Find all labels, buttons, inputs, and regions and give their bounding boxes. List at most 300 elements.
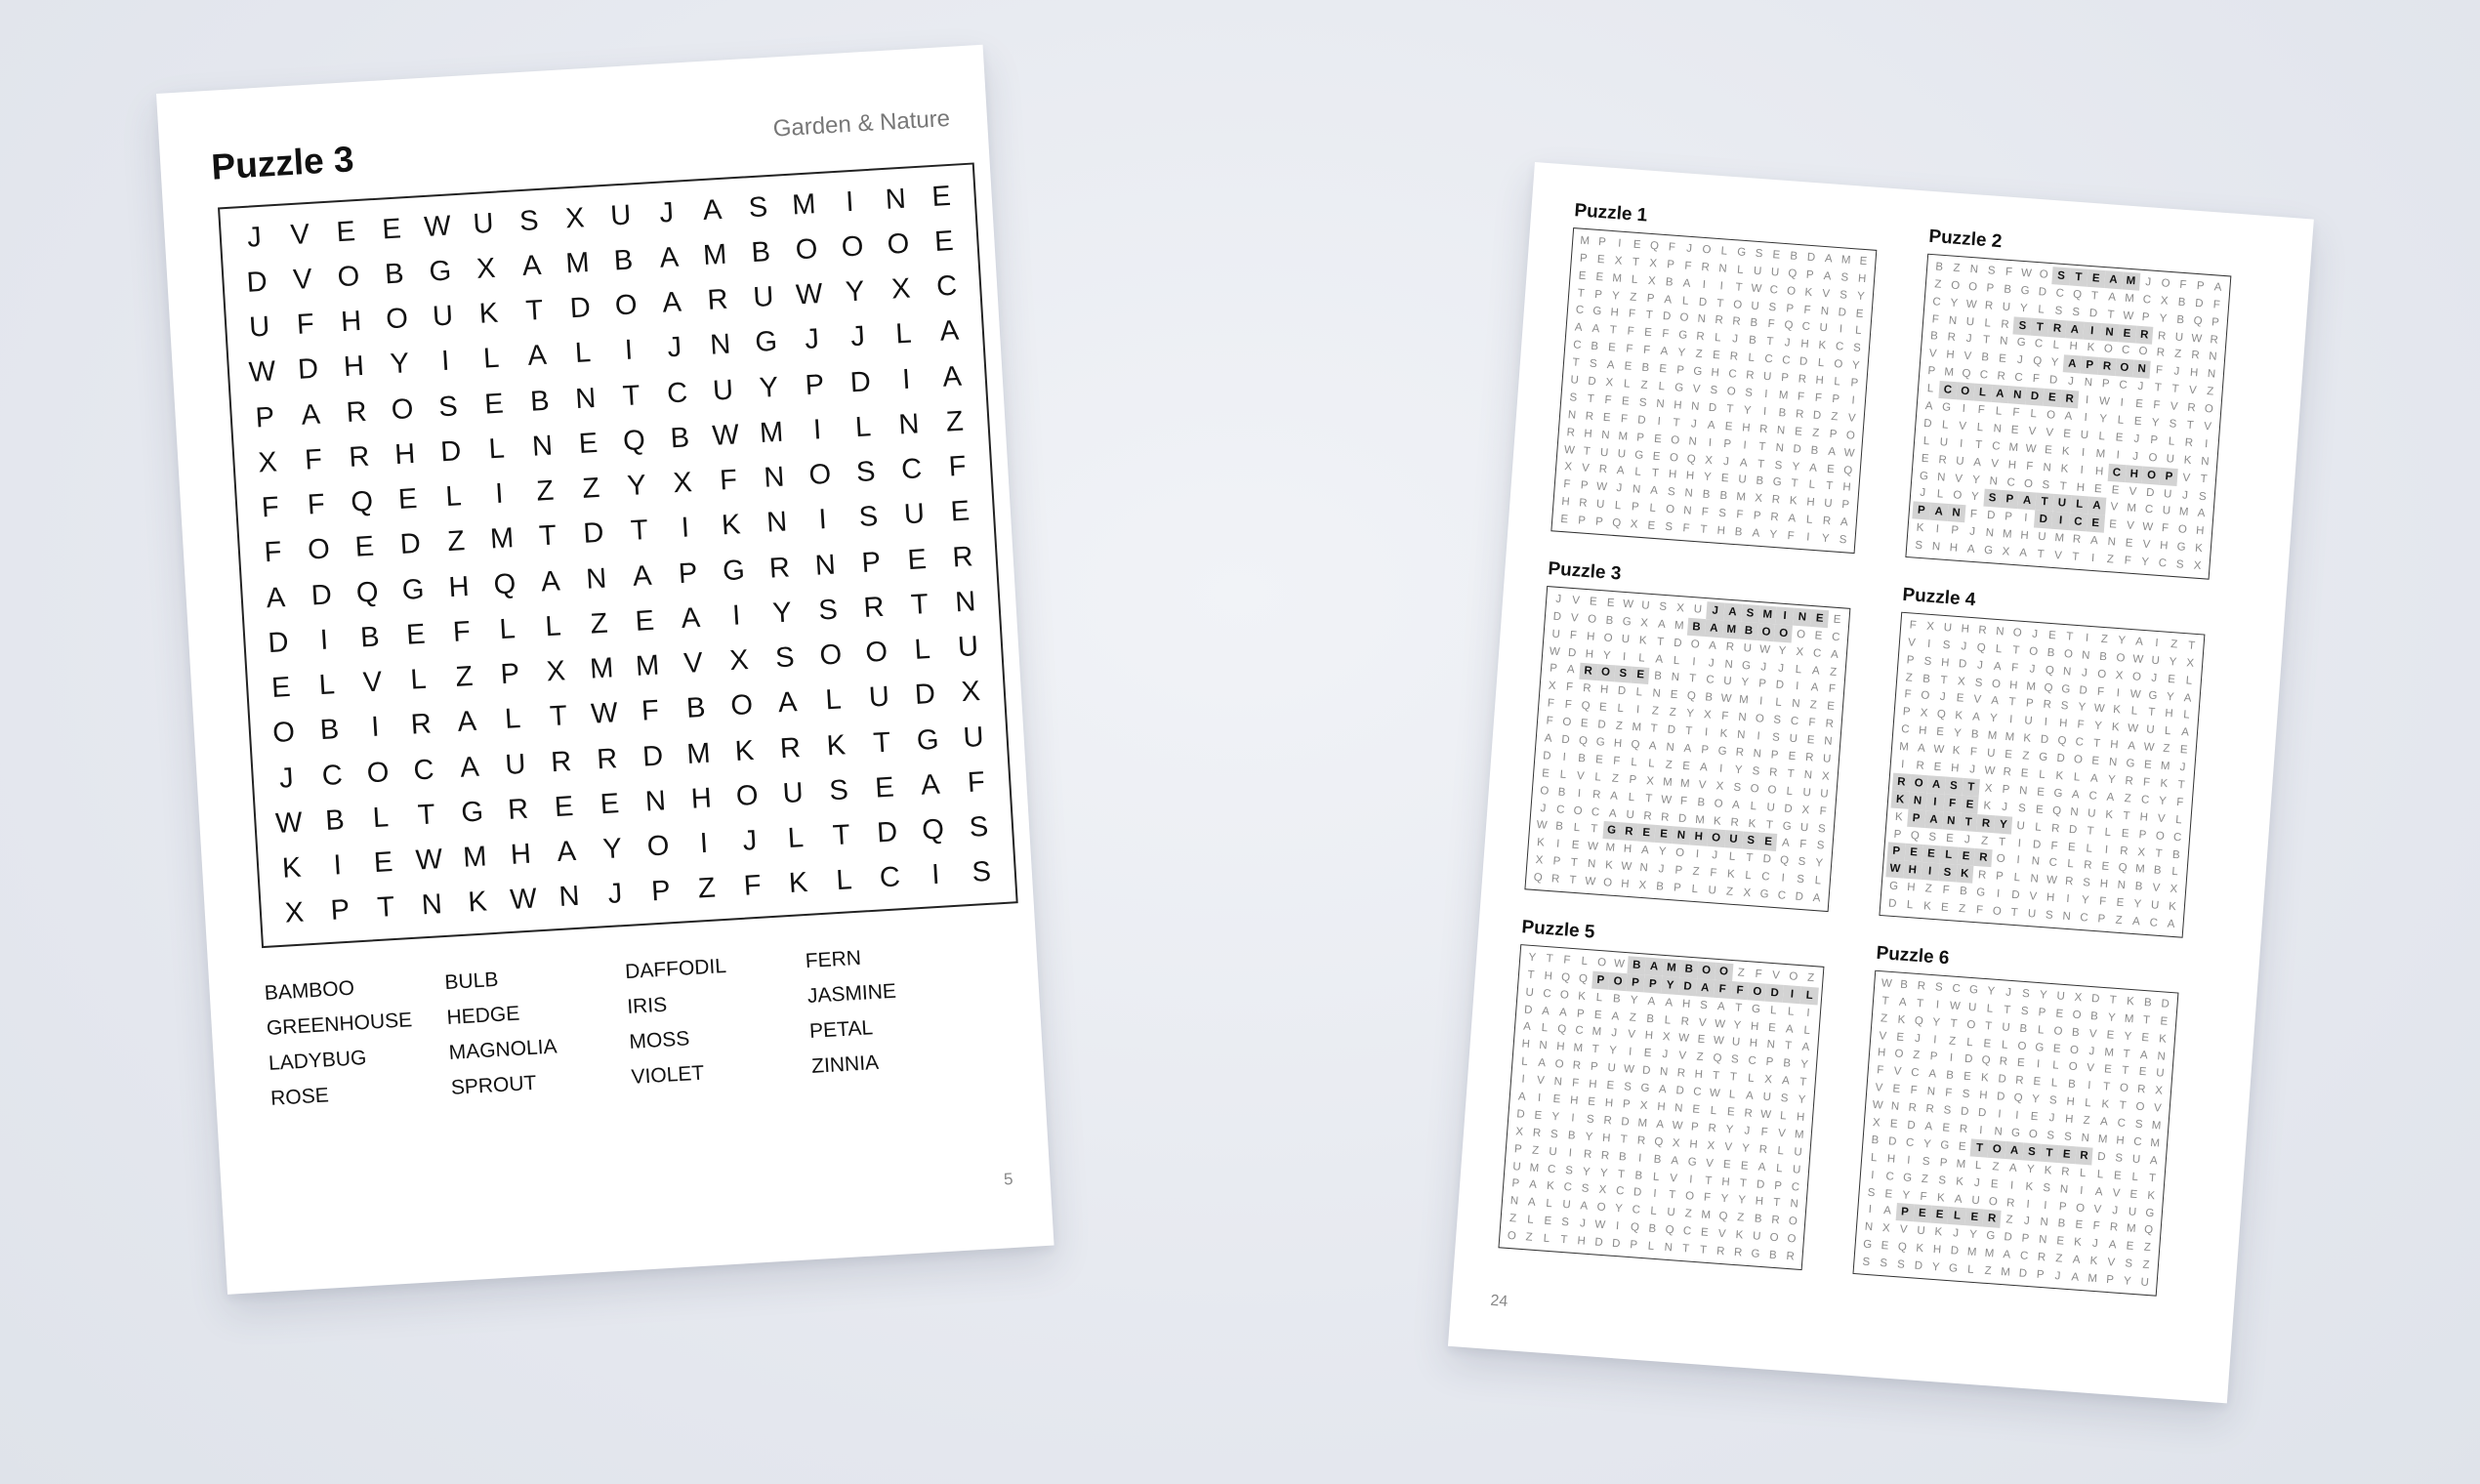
mini-grid-letter: B [1719, 490, 1728, 503]
mini-grid-letter: X [1662, 1031, 1671, 1044]
mini-grid-letter: L [1633, 466, 1642, 479]
grid-letter: O [864, 636, 889, 670]
mini-grid-letter: I [2017, 837, 2022, 849]
mini-grid-letter: S [1840, 271, 1849, 284]
mini-grid-letter: Y [2098, 413, 2108, 426]
mini-grid-letter: G [1888, 880, 1899, 893]
mini-grid-letter: A [1757, 1161, 1766, 1174]
mini-grid-letter: E [1884, 1187, 1893, 1201]
mini-grid-letter: T [2090, 289, 2099, 303]
mini-grid-letter: O [1602, 877, 1613, 889]
grid-letter: D [641, 740, 665, 773]
mini-grid-letter: X [1639, 617, 1649, 630]
mini-grid-letter: U [1707, 885, 1717, 897]
mini-grid-letter: Y [2123, 1275, 2132, 1288]
mini-grid-letter: C [1885, 1170, 1895, 1183]
mini-grid-letter: H [1749, 1037, 1758, 1051]
grid-letter: I [494, 477, 505, 511]
mini-grid-letter: W [1714, 1017, 1726, 1031]
mini-grid-letter: V [2086, 1062, 2095, 1075]
mini-grid-letter: B [1934, 261, 1944, 273]
mini-grid-letter: N [2062, 665, 2072, 679]
mini-grid-letter: U [2052, 494, 2071, 513]
mini-grid-letter: L [1649, 1205, 1658, 1218]
mini-grid-letter: Y [2158, 795, 2168, 807]
mini-grid-letter: W [1595, 480, 1608, 494]
mini-grid-letter: L [2084, 1097, 2092, 1110]
mini-grid-letter: X [1514, 1125, 1524, 1138]
mini-grid-letter: Y [2031, 1093, 2041, 1106]
mini-grid-letter: Q [1712, 1052, 1722, 1065]
grid-letter: M [702, 238, 728, 271]
mini-grid-letter: D [2055, 752, 2066, 765]
mini-grid-letter: Y [2050, 356, 2059, 370]
mini-grid-letter: R [1600, 1149, 1610, 1162]
mini-grid-letter: S [2017, 802, 2027, 815]
mini-grid-letter: K [1638, 634, 1648, 647]
mini-grid-letter: B [1756, 474, 1764, 488]
grid-letter: H [393, 437, 417, 472]
mini-grid-letter: K [1577, 990, 1587, 1003]
mini-grid-letter: N [1791, 698, 1800, 711]
mini-grid-letter: M [2005, 731, 2015, 744]
mini-grid-letter: S [1772, 714, 1782, 727]
mini-grid-letter: X [2115, 669, 2124, 682]
mini-grid-letter: K [2159, 777, 2169, 791]
mini-grid-letter: H [1644, 1030, 1654, 1043]
word-list-item: GREENHOUSE [266, 1009, 413, 1040]
mini-grid-letter: S [2114, 1152, 2124, 1165]
mini-grid-letter: A [2003, 1249, 2011, 1261]
mini-grid-letter: E [1580, 718, 1589, 730]
mini-grid-letter: E [1654, 825, 1673, 844]
mini-grid-letter: X [2185, 657, 2195, 670]
mini-grid-letter: E [2052, 1042, 2061, 1055]
mini-puzzle-grid [1498, 944, 1824, 1270]
mini-grid-letter: E [1633, 238, 1641, 252]
mini-grid-letter: H [2125, 465, 2143, 483]
mini-grid-letter: B [1970, 728, 1979, 742]
grid-letter: U [868, 680, 890, 715]
mini-grid-letter: X [1605, 376, 1614, 390]
mini-grid-letter: D [2010, 888, 2020, 902]
mini-grid-letter: T [2109, 994, 2118, 1007]
grid-letter: V [289, 218, 310, 251]
mini-grid-letter: K [2111, 721, 2120, 734]
mini-grid-letter: X [1984, 782, 1993, 795]
mini-grid-letter: D [1593, 1236, 1604, 1250]
grid-letter: F [719, 464, 738, 497]
mini-grid-letter: J [1743, 1125, 1751, 1137]
word-list-item: ZINNIA [810, 1051, 880, 1078]
mini-grid-letter: I [1521, 1073, 1526, 1086]
mini-grid-letter: T [2035, 493, 2053, 512]
mini-grid-letter: Z [1736, 1212, 1745, 1224]
mini-grid-letter: N [1664, 1241, 1674, 1255]
mini-grid-letter: B [1929, 330, 1939, 344]
mini-grid-letter: T [2171, 383, 2179, 396]
mini-grid-letter: T [2186, 419, 2195, 433]
mini-grid-letter: Q [1611, 516, 1622, 530]
mini-grid-letter: A [1801, 1041, 1810, 1054]
grid-letter: L [371, 802, 390, 834]
mini-grid-letter: N [1632, 483, 1641, 497]
mini-grid-letter: E [2016, 1057, 2025, 1070]
grid-letter: U [903, 498, 926, 531]
mini-grid-letter: B [1653, 670, 1663, 683]
mini-grid-letter: Q [1981, 1054, 1991, 1068]
mini-grid-letter: E [1826, 700, 1836, 714]
mini-grid-letter: L [1986, 1003, 1994, 1015]
mini-grid-letter: F [1679, 795, 1688, 807]
mini-grid-letter: A [1664, 293, 1673, 307]
mini-grid-letter: I [1959, 437, 1963, 450]
mini-grid-letter: D [2032, 838, 2042, 851]
mini-grid-letter: D [2096, 1150, 2106, 1164]
mini-grid-letter: G [1941, 401, 1952, 414]
grid-letter: T [832, 819, 851, 852]
mini-grid-letter: H [1620, 878, 1630, 891]
mini-puzzle-title: Puzzle 6 [1875, 942, 1951, 969]
mini-grid-letter: L [2013, 872, 2021, 885]
grid-letter: D [913, 679, 936, 712]
mini-grid-letter: G [2144, 1207, 2155, 1219]
mini-grid-letter: O [1988, 1195, 1999, 1209]
grid-letter: A [941, 360, 963, 393]
mini-grid-letter: R [1715, 1245, 1725, 1258]
mini-grid-letter: C [2055, 287, 2065, 300]
mini-grid-letter: J [1965, 333, 1972, 346]
mini-grid-letter: D [1887, 897, 1897, 911]
mini-grid-letter: P [1902, 706, 1911, 720]
mini-grid-letter: E [2126, 1240, 2134, 1254]
mini-grid-letter: L [1984, 316, 1992, 330]
mini-grid-letter: N [2157, 1050, 2167, 1063]
mini-grid-letter: Y [1725, 1123, 1734, 1136]
mini-grid-letter: L [1630, 756, 1638, 769]
mini-grid-letter: A [1839, 516, 1849, 529]
mini-grid-letter: E [1621, 395, 1631, 408]
mini-grid-letter: Y [1799, 1058, 1809, 1072]
mini-grid-letter: R [2000, 318, 2010, 331]
mini-grid-letter: D [1958, 657, 1967, 671]
mini-grid-letter: P [1591, 970, 1610, 989]
mini-grid-letter: Q [2056, 735, 2067, 748]
mini-grid-letter: L [1779, 1110, 1787, 1123]
mini-grid-letter: L [1635, 686, 1643, 699]
mini-grid-letter: I [1757, 730, 1761, 743]
grid-letter: O [645, 830, 671, 863]
mini-grid-letter: W [2025, 442, 2037, 456]
mini-grid-letter: R [2075, 1146, 2093, 1165]
mini-grid-letter: Y [1821, 532, 1830, 546]
grid-letter: P [254, 401, 275, 434]
mini-grid-letter: T [2008, 696, 2016, 709]
mini-grid-letter: C [1572, 339, 1582, 352]
mini-grid-letter: C [1791, 1180, 1800, 1194]
mini-grid-letter: F [2077, 719, 2085, 732]
mini-grid-letter: F [1819, 804, 1828, 818]
mini-grid-letter: W [1549, 645, 1561, 658]
mini-grid-letter: K [2073, 1236, 2083, 1250]
mini-grid-letter: N [2207, 368, 2216, 381]
mini-grid-letter: F [2005, 266, 2013, 279]
mini-puzzle-title: Puzzle 4 [1901, 584, 1977, 611]
mini-grid-letter: I [1635, 704, 1640, 717]
mini-grid-letter: Q [1936, 709, 1947, 721]
mini-grid-letter: U [1789, 732, 1798, 746]
grid-letter: T [872, 726, 892, 760]
mini-grid-letter: H [2094, 465, 2104, 478]
grid-letter: L [835, 864, 853, 897]
mini-grid-letter: W [2122, 309, 2134, 323]
mini-grid-letter: B [1778, 406, 1787, 420]
mini-grid-letter: V [1875, 1082, 1883, 1094]
mini-grid-letter: L [2038, 768, 2046, 781]
mini-grid-letter: J [1968, 525, 1976, 539]
mini-grid-letter: C [2013, 371, 2024, 385]
mini-grid-letter: P [2138, 828, 2147, 842]
mini-grid-letter: P [1513, 1142, 1523, 1156]
mini-grid-letter: P [1785, 302, 1795, 315]
mini-grid-letter: Y [1931, 1015, 1941, 1029]
mini-grid-letter: N [2043, 461, 2052, 474]
mini-grid-letter: C [1747, 1054, 1757, 1068]
mini-grid-letter: I [2083, 321, 2101, 340]
mini-grid-letter: T [1668, 1189, 1676, 1202]
mini-grid-letter: Y [1931, 1260, 1940, 1274]
mini-grid-letter: B [1768, 1249, 1778, 1262]
mini-grid-letter: Y [1968, 1228, 1978, 1242]
mini-grid-letter: S [1867, 1186, 1876, 1199]
page-number: 5 [1003, 1169, 1014, 1189]
mini-grid-letter: C [1931, 295, 1942, 309]
grid-letter: P [677, 556, 699, 590]
mini-grid-letter: S [2042, 478, 2050, 491]
mini-grid-letter: P [2036, 1268, 2045, 1282]
mini-grid-letter: U [2087, 807, 2096, 820]
mini-grid-letter: L [1948, 1207, 1966, 1225]
mini-grid-letter: E [2093, 482, 2103, 495]
mini-grid-letter: N [1993, 423, 2003, 435]
mini-grid-letter: B [1782, 1057, 1792, 1070]
mini-grid-letter: K [1713, 814, 1722, 828]
grid-letter: E [381, 213, 402, 246]
mini-grid-letter: F [2161, 522, 2170, 535]
mini-grid-letter: E [2103, 1063, 2113, 1077]
mini-grid-letter: B [2175, 313, 2185, 326]
mini-grid-letter: V [2028, 890, 2038, 903]
mini-grid-letter: L [1774, 696, 1783, 710]
mini-grid-letter: U [1802, 786, 1812, 800]
mini-grid-letter: I [1795, 680, 1799, 693]
mini-grid-letter: L [2170, 866, 2179, 879]
mini-grid-letter: W [1965, 298, 1978, 311]
grid-letter: C [935, 269, 959, 304]
mini-grid-letter: V [1990, 457, 2000, 471]
grid-letter: D [582, 517, 605, 551]
mini-grid-letter: E [1961, 796, 1979, 814]
mini-grid-letter: Y [1970, 491, 1979, 504]
mini-grid-letter: I [1932, 1033, 1937, 1047]
mini-grid-letter: E [2043, 389, 2061, 407]
mini-grid-letter: T [1587, 392, 1595, 405]
mini-grid-letter: X [1598, 1184, 1607, 1197]
grid-letter: T [376, 891, 396, 925]
mini-grid-letter: P [1593, 288, 1603, 301]
mini-grid-letter: O [1992, 905, 2003, 919]
mini-grid-letter: Y [1950, 297, 1959, 309]
mini-grid-letter: O [2073, 754, 2084, 766]
grid-letter: R [409, 708, 433, 742]
mini-grid-letter: T [1568, 874, 1577, 887]
mini-grid-letter: N [2018, 784, 2028, 798]
grid-letter: P [499, 658, 521, 691]
mini-grid-letter: K [2087, 342, 2095, 354]
mini-grid-letter: L [1658, 380, 1666, 393]
mini-grid-letter: I [2081, 446, 2086, 459]
grid-letter: F [261, 491, 280, 524]
mini-grid-letter: A [2008, 1162, 2018, 1175]
grid-letter: H [343, 350, 365, 384]
mini-grid-letter: U [1752, 1230, 1761, 1244]
mini-grid-letter: W [1613, 958, 1626, 970]
mini-grid-letter: R [1676, 1067, 1686, 1080]
mini-grid-letter: K [1983, 800, 1992, 812]
mini-grid-letter: L [1673, 654, 1680, 667]
mini-grid-letter: K [1748, 817, 1757, 830]
mini-grid-letter: J [1731, 333, 1739, 347]
mini-grid-letter: T [1699, 1244, 1708, 1257]
mini-grid-letter: C [1632, 1204, 1641, 1217]
mini-grid-letter: D [1633, 1186, 1642, 1200]
mini-grid-letter: L [1795, 663, 1802, 676]
mini-grid-letter: L [2086, 842, 2093, 855]
mini-grid-letter: O [1603, 632, 1613, 644]
mini-grid-letter: O [1988, 1140, 2006, 1159]
grid-letter: C [412, 753, 435, 787]
mini-grid-letter: N [1947, 504, 1965, 522]
mini-grid-letter: A [2108, 1239, 2117, 1252]
mini-grid-letter: A [1649, 484, 1659, 498]
mini-grid-letter: S [1768, 301, 1777, 314]
mini-grid-letter: X [2154, 1085, 2164, 1097]
mini-grid-letter: T [1651, 468, 1660, 480]
mini-grid-letter: D [1523, 1004, 1533, 1016]
mini-grid-letter: R [2097, 357, 2116, 376]
mini-grid-letter: Z [1958, 902, 1966, 916]
mini-grid-letter: L [1614, 500, 1622, 513]
mini-grid-letter: I [1996, 887, 2001, 901]
grid-letter: L [487, 433, 506, 466]
mini-grid-letter: T [1791, 477, 1798, 491]
mini-grid-letter: N [2208, 350, 2217, 364]
mini-grid-letter: I [1805, 531, 1810, 544]
mini-grid-letter: O [1956, 382, 1974, 400]
mini-grid-letter: D [2048, 374, 2058, 388]
mini-grid-letter: V [2088, 1027, 2097, 1041]
mini-grid-letter: E [2030, 1110, 2039, 1124]
mini-grid-letter: R [1822, 515, 1832, 528]
mini-grid-letter: N [1684, 487, 1694, 501]
mini-grid-letter: O [2161, 277, 2170, 290]
mini-grid-letter: T [1881, 995, 1889, 1008]
mini-grid-letter: T [2148, 1172, 2157, 1185]
mini-grid-letter: U [1762, 1091, 1772, 1104]
mini-grid-letter: E [2133, 415, 2142, 429]
grid-letter: F [641, 694, 660, 727]
mini-grid-letter: N [1652, 687, 1662, 701]
mini-grid-letter: N [1724, 658, 1734, 671]
mini-grid-letter: R [1642, 809, 1653, 823]
grid-letter: Q [492, 567, 517, 600]
mini-grid-letter: F [1944, 1087, 1953, 1100]
grid-letter: Q [921, 813, 945, 846]
mini-grid-letter: S [1817, 822, 1827, 836]
mini-grid-letter: V [1627, 1028, 1636, 1042]
mini-grid-letter: Z [2142, 1258, 2150, 1272]
grid-letter: Q [622, 424, 646, 458]
mini-grid-letter: E [1643, 327, 1653, 340]
mini-grid-letter: H [1673, 398, 1682, 412]
grid-letter: F [967, 765, 986, 799]
mini-grid-letter: H [2069, 341, 2079, 353]
mini-puzzle-grid [1524, 586, 1850, 912]
mini-grid-letter: L [1526, 1214, 1535, 1226]
grid-letter: A [661, 286, 682, 319]
mini-grid-letter: R [1735, 746, 1745, 760]
mini-grid-letter: S [1742, 832, 1760, 850]
mini-grid-letter: J [2179, 762, 2186, 774]
grid-letter: F [263, 536, 283, 569]
mini-grid-letter: B [1567, 1129, 1576, 1142]
mini-grid-letter: B [2003, 283, 2012, 296]
mini-grid-letter: I [1562, 751, 1567, 763]
mini-grid-letter: J [1976, 659, 1984, 672]
mini-grid-letter: Z [1948, 1035, 1957, 1048]
grid-letter: P [329, 894, 351, 928]
mini-grid-letter: Q [1718, 1210, 1728, 1223]
mini-grid-letter: Z [1984, 1264, 1993, 1278]
mini-grid-letter: R [2048, 319, 2067, 338]
mini-grid-letter: M [1758, 605, 1777, 624]
mini-grid-letter: W [2143, 741, 2155, 755]
mini-grid-letter: L [1691, 883, 1699, 896]
mini-grid-letter: Y [2078, 701, 2087, 715]
mini-grid-letter: R [1598, 464, 1608, 476]
mini-grid-letter: A [2167, 918, 2175, 931]
mini-grid-letter: E [1712, 350, 1721, 362]
mini-puzzle-4 [1879, 585, 2211, 938]
mini-grid-letter: A [1574, 321, 1583, 335]
mini-grid-letter: N [1687, 434, 1698, 448]
mini-grid-letter: U [1640, 599, 1650, 612]
mini-grid-letter: E [1552, 1092, 1561, 1106]
mini-grid-letter: F [1910, 1084, 1919, 1097]
mini-grid-letter: Z [1525, 1231, 1534, 1244]
mini-grid-letter: M [2000, 1266, 2011, 1279]
mini-grid-letter: R [1680, 1014, 1690, 1028]
mini-grid-letter: R [2037, 1251, 2046, 1264]
mini-grid-letter: J [2054, 1270, 2061, 1283]
mini-grid-letter: R [1725, 640, 1735, 653]
mini-grid-letter: D [2068, 823, 2078, 837]
mini-grid-letter: P [1850, 377, 1859, 390]
mini-grid-letter: B [2057, 1217, 2066, 1231]
mini-grid-letter: S [1839, 533, 1847, 547]
mini-grid-letter: C [1692, 1086, 1702, 1099]
mini-grid-letter: G [1717, 745, 1727, 758]
